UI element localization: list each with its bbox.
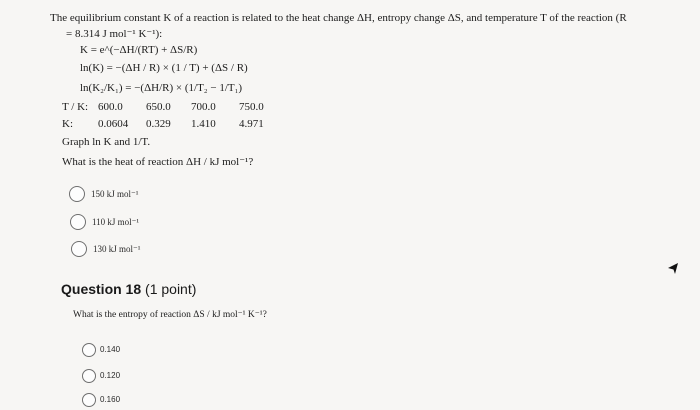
equation-ln-ratio: ln(K₂/K₁) = −(ΔH/R) × (1/T₂ − 1/T₁)	[80, 82, 243, 94]
question-prompt: What is the heat of reaction ΔH / kJ mol⁻¹?	[62, 156, 254, 168]
temperature-value: 600.0	[98, 101, 123, 113]
question-intro-line2: = 8.314 J mol⁻¹ K⁻¹):	[66, 28, 163, 40]
question-title: Question 18	[61, 281, 142, 297]
radio-button[interactable]	[82, 369, 96, 383]
answer-option-label[interactable]: 110 kJ mol⁻¹	[92, 217, 140, 227]
answer-option-label[interactable]: 0.140	[100, 345, 121, 354]
k-value: 1.410	[191, 118, 216, 130]
radio-button[interactable]	[82, 393, 96, 407]
answer-option-label[interactable]: 150 kJ mol⁻¹	[91, 189, 139, 199]
k-value: 4.971	[239, 118, 264, 130]
mouse-pointer-icon	[667, 262, 681, 276]
radio-button[interactable]	[69, 186, 85, 202]
radio-button[interactable]	[71, 241, 87, 257]
temperature-label: T / K:	[62, 101, 89, 113]
question-heading	[61, 281, 196, 297]
k-label: K:	[62, 118, 73, 130]
question-points: (1 point)	[145, 281, 197, 297]
radio-button[interactable]	[82, 343, 96, 357]
question-prompt: What is the entropy of reaction ΔS / kJ mol⁻¹ K⁻¹?	[73, 310, 267, 320]
equation-ln-k: ln(K) = −(ΔH / R) × (1 / T) + (ΔS / R)	[80, 62, 248, 74]
temperature-value: 750.0	[239, 101, 264, 113]
answer-option-label[interactable]: 0.120	[100, 371, 121, 380]
answer-option-label[interactable]: 0.160	[100, 395, 121, 404]
answer-option-label[interactable]: 130 kJ mol⁻¹	[93, 244, 141, 254]
temperature-value: 700.0	[191, 101, 216, 113]
question-intro-line1: The equilibrium constant K of a reaction is related to the heat change ΔH, entropy change ΔS, and temperature T of the reaction (R	[50, 12, 627, 24]
graph-instruction: Graph ln K and 1/T.	[62, 136, 151, 148]
equation-exponential: K = e^(−ΔH/(RT) + ΔS/R)	[80, 44, 198, 56]
k-value: 0.0604	[98, 118, 129, 130]
temperature-value: 650.0	[146, 101, 171, 113]
k-value: 0.329	[146, 118, 171, 130]
radio-button[interactable]	[70, 214, 86, 230]
